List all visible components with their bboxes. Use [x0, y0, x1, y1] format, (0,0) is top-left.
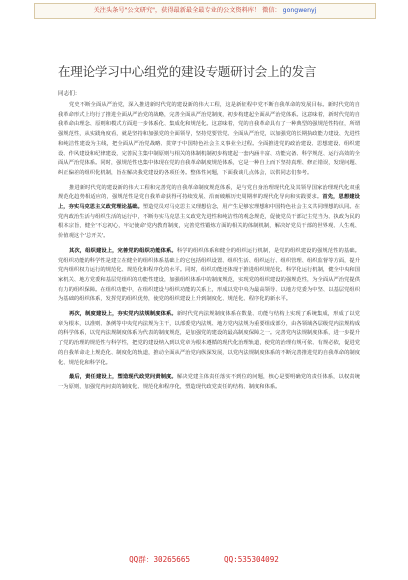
paragraph-heading: 最后，责任建设上，塑造现代政党问责制度。	[69, 374, 177, 381]
qq-number: QQ:535304092	[224, 555, 279, 564]
paragraph-heading: 其次，组织建设上，完善党的组织功能体系。	[69, 247, 177, 254]
banner-wechat-id[interactable]: gongwenyj	[282, 7, 317, 14]
contact-footer	[0, 553, 408, 567]
qq-group: QQ群：30265665	[129, 555, 191, 564]
document-body	[58, 101, 360, 553]
paragraph	[58, 184, 360, 242]
paragraph-text: 党史不断全面从严治党，深入推进新时代党的建设新的伟大工程，这是新征程中党不断自我革命的发展目标。新时代党的自我革命形式上均行了推进全面从严治党的战略，完善全面从严治党制度，初步构建起全面从严治党体系。这意味着，新时代党的自我革命由理念、原则和模式方面进一步体系化、集成化和规范化。这意味着，党的自我革命具有了一种典型的强规范性特征，所谓强规范性，从实践角度看，就是坚持和加强党的全面领导，坚持党要管党、全面从严治党，以加强党的长期执政能力建设、先进性和纯洁性建设为主线，把全面从严治党战略、贯穿于中国特色社会主义事业全过程。全面推进党的政治建设、思想建设、组织建设、作风建设和纪律建设，完善民主集中制原则与相关的体制机制初步构建起一套内涵丰富、功能完备、科学规范、运行高效的全面从严治党体系。同时，强规范性也集中体现在党的自我革命制度规范体系，它是一种自上而下坚持真理、修正错误，发现问题、纠正偏差的组织化机制，旨在解决我党建设的各项任务。整体性问题，下面我谈几点体会，以供同志们参考。	[58, 102, 360, 176]
paragraph-text: 新时代党内法规制度体系在数量、功能与结构上实现了系统集成，形成了以党章为根本，以准则、条例等中央党内法规为主干，以部委党内法规、地方党内法规为重要组成部分，由各领域各层级党内法规构成的科学体系，以党内法规制度体系为代表的制度规范，是加强党的建设的最高制度保障之一。完善党内法规制度体系，进一步提升了党的治理的规范性与科学性，把党的建设纳入到以党章为根本遵循的现代化治理轨道，使党的治理有规可依、有规必依，促进党的自我革命走上规范化、制度化的轨道，推动全面从严治党向纵深发展，以党内法规制度体系的不断完善推进党的自我革命的制度化、规范化和科学化。	[58, 311, 360, 366]
paragraph-text: 科学的组织体系和健全的组织运行机制，是党的组织建设的强规范性的基础。党组织功能的科学性是建立在健全的组织体系基础上的它包括组织设置、组织生活、组织运行、组织管理、组织监督等方面，提升党内组织权力运行的规范化、规范化和程序化的水平。同时，组织功能还体现于推进组织规范化、科学化运行机制，健全中央和国家机关、地方党委和基层党组织的功能性建设，加强组织体系中的制度规范，实现党的组织建设的强规范性，为全面从严治党提供有力的组织保障。在组织功能中，在组织建设与组织功能的关系上，形成以党中央为最高领导、以地方党委为中坚、以基层党组织为基础的组织体系，发挥党的组织优势，使党的组织建设上升到制度化、规范化、程序化的新水平。	[58, 247, 360, 303]
greeting: 同志们：	[58, 91, 81, 97]
document-title: 在理论学习中心组党的建设专题研讨会上的发言	[58, 64, 317, 79]
paragraph	[58, 310, 360, 368]
paragraph	[58, 247, 360, 305]
paragraph-heading: 首先，思想建设上，夯实马克思主义政党理论基础。	[58, 194, 360, 211]
paragraph-text: 塑造党员对马克思主义理想信念，用产生足够宏理想和中国特色社会主义共同理想的认同。在党内政治生活与组织生活的运行中，不断夯实马克思主义政党先进性和纯洁性的观念规范，促使党员干部记主党当为、执政为民的根本宗旨，健全'不忘初心，牢记使命'党内教育制度，完善党性锻炼方面的相关的体制机制，解决好党员干部的世界观、人生观、价值观这个'总开关'。	[58, 204, 360, 240]
promo-banner	[34, 3, 376, 19]
paragraph-heading: 再次，制度建设上，夯实党内法规制度体系。	[69, 311, 177, 318]
banner-text: 关注头条号"公文研究"，获得最新最全最专业的公文资料库！ 微信：	[93, 7, 281, 14]
paragraph-text: 解决党建主体责任落实不到位的问题，核心是要明确党的责任体系，以权责统一为原则，加强党内问责的制度化、规范化和程序化，塑造现代政党责任的结构、制度和体系。	[58, 374, 360, 390]
paragraph	[58, 101, 360, 179]
paragraph	[58, 373, 360, 392]
paragraph-text: 推进新时代党的建设新的伟大工程和完善党的自我革命制度规范体系，是与党自身治理现代化及其领导国家治理现代化双重规范化趋势相适应的，强规范性是党自我革命获得可持续发展、沿而破解历史周期率的现代化导向和实践要求。	[58, 184, 360, 201]
